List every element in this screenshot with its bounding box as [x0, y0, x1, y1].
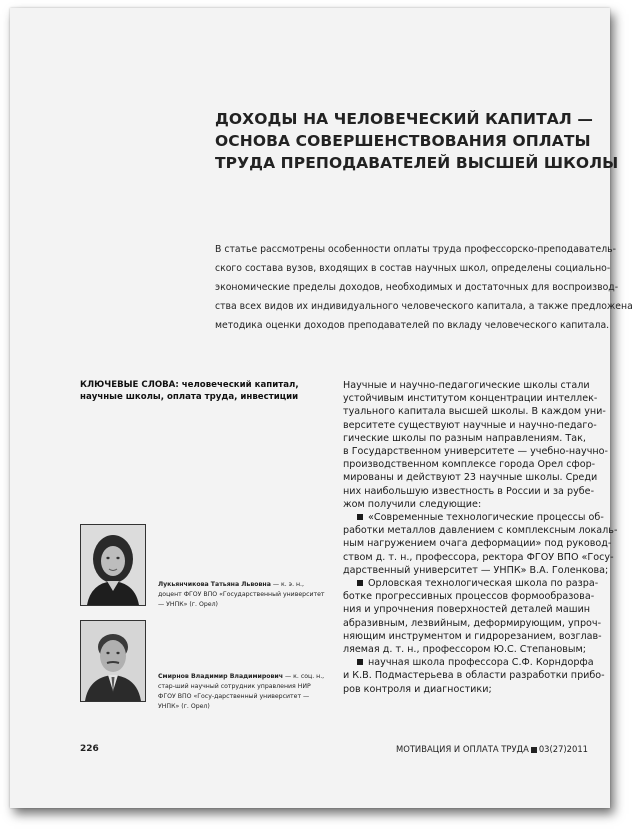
square-icon	[531, 747, 537, 753]
body-line	[343, 405, 605, 418]
keywords-text: человеческий капитал, научные школы, оплата труда, инвестиции	[80, 380, 299, 402]
body-line	[343, 564, 609, 577]
body-line	[343, 379, 605, 392]
body-line-text: жом получили следующие:	[343, 498, 482, 510]
body-line-text: туального капитала высшей школы. В каждом уни-	[343, 406, 606, 418]
body-line	[343, 551, 614, 564]
abstract-line: экономические пределы доходов, необходимых и достаточных для воспроизвод-	[215, 282, 619, 293]
article-body	[343, 379, 618, 696]
author-photo-woman	[80, 524, 146, 606]
abstract-line: ства всех видов их индивидуального человеческого капитала, а также предложена	[215, 301, 633, 312]
body-line-text: ров контроля и диагностики;	[343, 683, 492, 695]
bullet-icon	[357, 659, 363, 665]
body-line	[343, 392, 605, 405]
author-info-1	[158, 580, 328, 610]
author-description: — к. соц. н., стар-ший научный сотрудник управления НИР ФГОУ ВПО «Госу-дарственный университет — УНПК» (г. Орел)	[158, 673, 325, 710]
body-line-text: в Государственном университете — учебно-научно-	[343, 446, 608, 458]
portrait-image	[81, 621, 145, 701]
author-name: Смирнов Владимир Владимирович	[158, 673, 284, 680]
body-line	[343, 630, 605, 643]
journal-page	[10, 8, 633, 808]
article-title	[215, 108, 619, 174]
body-line-text: ным нагружением очага деформации» под руковод-	[343, 538, 612, 550]
body-line-text: и К.В. Подмастерьева в области разработки прибо-	[343, 670, 605, 682]
title-line: ДОХОДЫ НА ЧЕЛОВЕЧЕСКИЙ КАПИТАЛ —	[215, 110, 593, 128]
body-line-text: работки металлов давлением с комплексным локаль-	[343, 525, 618, 537]
body-line	[343, 524, 618, 537]
body-line-text: няющим инструментом и гидрорезанием, возглав-	[343, 630, 602, 642]
abstract-line: В статье рассмотрены особенности оплаты труда профессорско-преподаватель-	[215, 244, 616, 255]
body-line	[343, 445, 608, 458]
body-line	[343, 498, 605, 511]
author-name: Лукьянчикова Татьяна Львовна	[158, 581, 271, 588]
bullet-icon	[357, 580, 363, 586]
article-abstract	[215, 240, 633, 335]
author-description: — к. э. н., доцент ФГОУ ВПО «Государственный университет — УНПК» (г. Орел)	[158, 581, 325, 608]
body-line-text: ботке прогрессивных процессов формообразова-	[343, 591, 595, 603]
portrait-image	[81, 525, 145, 605]
body-line-text: ния и упрочнения поверхностей деталей машин	[343, 604, 591, 616]
body-line	[343, 537, 612, 550]
abstract-line: ского состава вузов, входящих в состав научных школ, определены социально-	[215, 263, 611, 274]
page-number: 226	[80, 744, 99, 754]
body-line	[343, 471, 605, 484]
body-line-text: устойчивым институтом концентрации интеллек-	[343, 393, 598, 405]
body-line-text: научная школа профессора С.Ф. Корндорфа	[368, 657, 594, 669]
body-line-text: ляемая д. т. н., профессором Ю.С. Степановым;	[343, 644, 586, 656]
body-line-text: производственном комплексе города Орел сфор-	[343, 459, 596, 471]
body-line-text: «Современные технологические процессы об-	[368, 512, 604, 524]
body-line	[343, 643, 605, 656]
body-line	[343, 590, 605, 603]
author-photo-man	[80, 620, 146, 702]
abstract-line: методика оценки доходов преподавателей по вкладу человеческого капитала.	[215, 320, 610, 331]
body-line-text: верситете существуют научные и научно-педаго-	[343, 419, 597, 431]
body-line	[343, 419, 605, 432]
title-line: ОСНОВА СОВЕРШЕНСТВОВАНИЯ ОПЛАТЫ	[215, 132, 591, 150]
journal-footer	[396, 744, 588, 754]
body-line-text: ством д. т. н., профессора, ректора ФГОУ ВПО «Госу-	[343, 551, 614, 563]
body-line-text: дарственный университет — УНПК» В.А. Голенкова;	[343, 564, 609, 576]
journal-issue: 03(27)2011	[538, 744, 588, 754]
journal-name: МОТИВАЦИЯ И ОПЛАТА ТРУДА	[396, 744, 529, 754]
body-line	[343, 603, 605, 616]
keywords-label: КЛЮЧЕВЫЕ СЛОВА:	[80, 380, 179, 390]
author-info-2	[158, 672, 328, 712]
body-line-text: Научные и научно-педагогические школы стали	[343, 380, 590, 391]
body-line	[343, 683, 605, 696]
body-line-text: Орловская технологическая школа по разра-	[368, 578, 599, 590]
bullet-icon	[357, 514, 363, 520]
body-line	[343, 669, 605, 682]
body-line	[343, 432, 605, 445]
body-line	[343, 511, 605, 524]
body-line	[343, 458, 605, 471]
title-line: ТРУДА ПРЕПОДАВАТЕЛЕЙ ВЫСШЕЙ ШКОЛЫ	[215, 154, 619, 172]
body-line	[343, 485, 605, 498]
body-line-text: мированы и действуют 23 научные школы. Среди	[343, 472, 598, 484]
body-line-text: гические школы по разным направлениям. Так,	[343, 432, 586, 444]
body-line-text: них наибольшую известность в России и за рубе-	[343, 485, 595, 497]
body-line	[343, 577, 605, 590]
body-line-text: абразивным, лезвийным, деформирующим, упроч-	[343, 617, 602, 629]
keywords-block	[80, 379, 330, 403]
body-line	[343, 656, 605, 669]
body-line	[343, 617, 605, 630]
